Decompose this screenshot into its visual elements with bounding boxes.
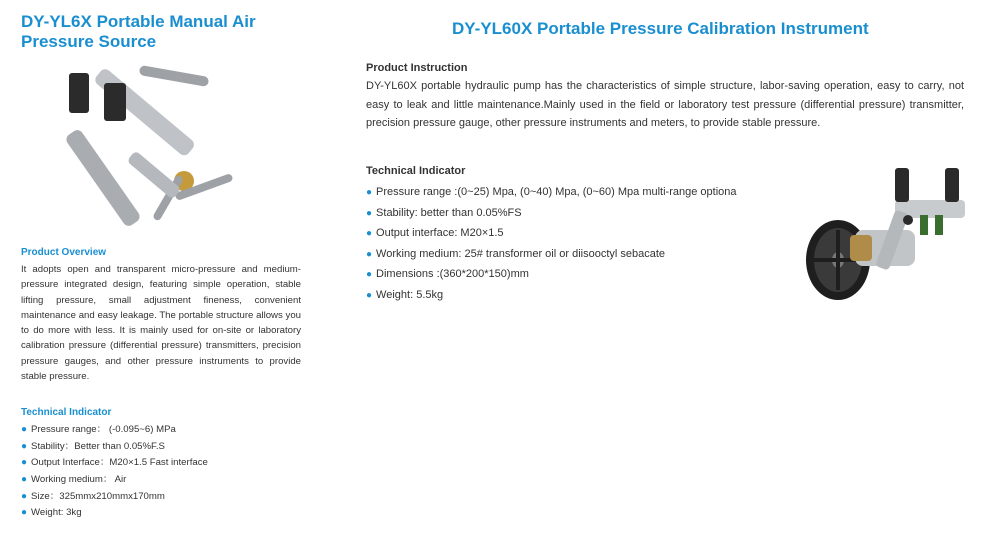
left-overview-text: It adopts open and transparent micro-pressure and medium-pressure integrated design, featuring simple operation, stable lifting pressure, small adjustment fineness, convenient maintenance and easy leakage. The portable structure allows you to do more with less. It is mainly used for on-site or laboratory calibration pressure (differential pressure) transmitters, precision pressure gauges, and other pressure instruments to provide stable pressure. [21, 264, 301, 383]
instruction-text: DY-YL60X portable hydraulic pump has the characteristics of simple structure, labor-saving operation, easy to carry, not easy to leak and little maintenance.Mainly used in the field or laboratory test pressure (differential pressure) transmitter, precision pressure gauge, other pressure instruments and meters, to provide stable pressure. [366, 80, 964, 129]
bullet-icon: ● [21, 440, 28, 452]
list-item: ● Working medium: 25# transformer oil or diisooctyl sebacate [366, 247, 666, 260]
bullet-icon: ● [366, 289, 373, 301]
bullet-icon: ● [366, 187, 373, 198]
list-item: ● Stability：Better than 0.05%F.S [21, 440, 165, 452]
list-item: ● Output Interface：M20×1.5 Fast interface [21, 457, 208, 469]
pump-body [64, 65, 233, 228]
left-tech-heading: Technical Indicator [21, 407, 112, 418]
bullet-icon: ● [21, 457, 28, 469]
left-product-title: DY-YL6X Portable Manual Air Pressure Source [21, 12, 256, 51]
bullet-icon: ● [21, 490, 28, 502]
instruction-heading: Product Instruction [366, 62, 468, 74]
list-item: ● Size：325mmx210mmx170mm [21, 490, 165, 502]
left-tech-list [21, 422, 208, 522]
bullet-icon: ● [21, 474, 28, 486]
bullet-icon: ● [366, 207, 373, 219]
bullet-icon: ● [366, 269, 373, 280]
list-item: ● Weight: 5.5kg [366, 288, 444, 301]
right-tech-heading: Technical Indicator [366, 165, 466, 177]
list-item: ● Dimensions :(360*200*150)mm [366, 268, 529, 280]
bullet-icon: ● [366, 248, 373, 260]
pump-body [806, 168, 965, 300]
list-item: ● Pressure range： (-0.095~6) MPa [21, 424, 176, 435]
bullet-icon: ● [366, 228, 373, 239]
list-item: ● Output interface: M20×1.5 [366, 227, 504, 239]
bullet-icon: ● [21, 507, 28, 519]
list-item: ● Pressure range :(0~25) Mpa, (0~40) Mpa, (0~60) Mpa multi-range optiona [366, 186, 737, 198]
hydraulic-pump-image [800, 160, 972, 310]
left-overview-heading: Product Overview [21, 247, 107, 258]
list-item: ● Stability: better than 0.05%FS [366, 206, 522, 219]
list-item: ● Weight: 3kg [21, 507, 82, 519]
right-product-title: DY-YL60X Portable Pressure Calibration Instrument [452, 19, 869, 38]
list-item: ● Working medium： Air [21, 474, 127, 486]
air-pressure-pump-image [44, 63, 242, 235]
right-tech-list [366, 182, 780, 305]
bullet-icon: ● [21, 424, 28, 435]
